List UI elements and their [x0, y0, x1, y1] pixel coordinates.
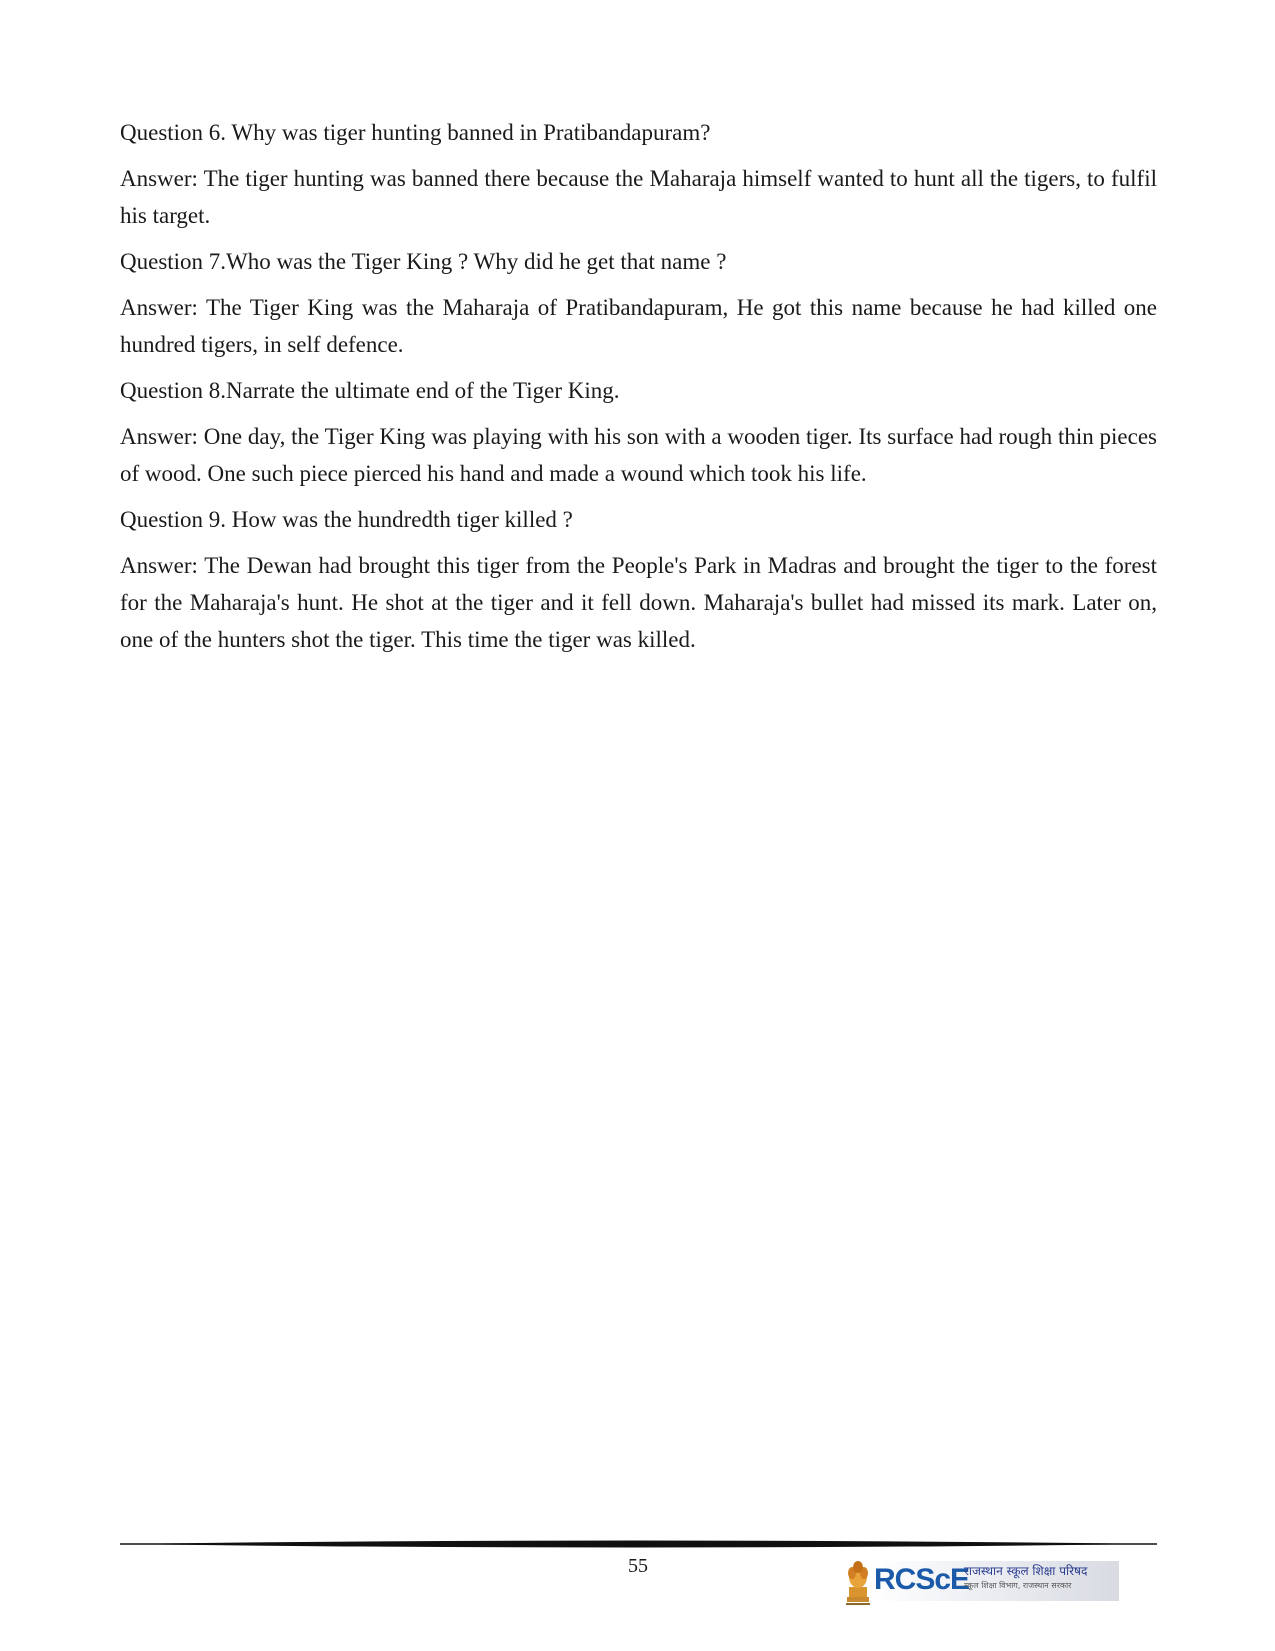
footer-rule [120, 1537, 1157, 1551]
answer-6: Answer: The tiger hunting was banned there because the Maharaja himself wanted to hunt all the tigers, to fulfil his target. [120, 166, 1157, 228]
logo-wordmark: RCScE [874, 1563, 970, 1596]
rcsce-logo [843, 1557, 1119, 1605]
answer-8: Answer: One day, the Tiger King was playing with his son with a wooden tiger. Its surface had rough thin pieces of wood. One such piece pierced his hand and made a wound which took his life. [120, 424, 1157, 486]
question-6: Question 6. Why was tiger hunting banned in Pratibandapuram? [120, 120, 711, 145]
answer-9: Answer: The Dewan had brought this tiger from the People's Park in Madras and brought the tiger to the forest for the Maharaja's hunt. He shot at the tiger and it fell down. Maharaja's bullet had missed its mark. Later on, one of the hunters shot the tiger. This time the tiger was killed. [120, 553, 1157, 652]
logo-hindi-title: राजस्थान स्कूल शिक्षा परिषद [964, 1564, 1088, 1578]
question-8: Question 8.Narrate the ultimate end of the Tiger King. [120, 378, 620, 403]
national-emblem-icon [843, 1557, 873, 1605]
question-7: Question 7.Who was the Tiger King ? Why did he get that name ? [120, 249, 727, 274]
question-9: Question 9. How was the hundredth tiger killed ? [120, 507, 573, 532]
answer-7: Answer: The Tiger King was the Maharaja of Pratibandapuram, He got this name because he had killed one hundred tigers, in self defence. [120, 295, 1157, 357]
document-body [120, 114, 1157, 667]
logo-hindi-subtitle: स्कूल शिक्षा विभाग, राजस्थान सरकार [964, 1581, 1072, 1590]
page-number: 55 [628, 1555, 648, 1577]
